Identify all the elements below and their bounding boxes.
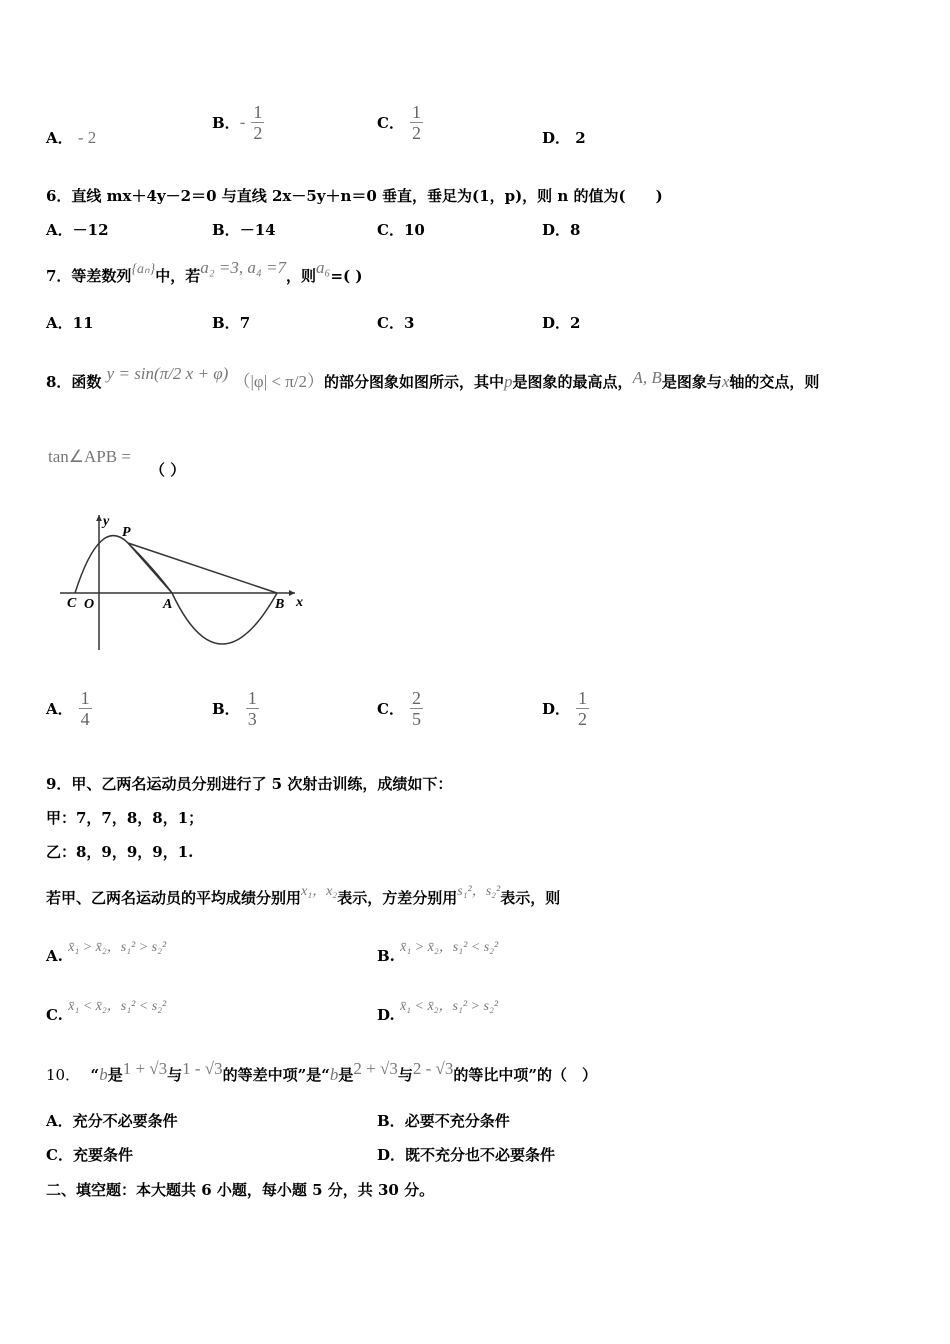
stem-text: 是图象与 (661, 373, 722, 391)
option-value: 2 (575, 129, 586, 147)
label-a: A (163, 597, 173, 612)
math-ab: A, B (632, 368, 662, 387)
q9-question (46, 884, 561, 910)
q6-stem: 6．直线 mx＋4y－2＝0 与直线 2x－5y＋n＝0 垂直，垂足为(1，p)，则 n 的值为( ) (46, 187, 663, 205)
stem-text: 是 (107, 1066, 123, 1084)
option-letter: A. (46, 947, 63, 965)
q7-stem (46, 258, 363, 288)
option-letter: A． (46, 129, 73, 147)
option-letter: C． (46, 1146, 73, 1164)
q5-option-a (46, 128, 96, 148)
stem-text: =( ) (330, 267, 363, 285)
stem-text: 的部分图象如图所示，其中 (324, 373, 505, 391)
option-value: x̄₁ < x̄₂，s₁² > s₂² (399, 999, 499, 1014)
denominator: 5 (411, 709, 421, 729)
denominator: 3 (247, 709, 257, 729)
q6-option-c (377, 220, 425, 240)
option-letter: D． (377, 1146, 406, 1164)
stem-text: 是图象的最高点， (512, 373, 633, 391)
option-value: x̄₁ < x̄₂，s₁² < s₂² (68, 999, 167, 1014)
stem-text: 轴的交点，则 (729, 373, 820, 391)
q8-option-b (212, 688, 259, 729)
option-letter: B． (212, 314, 240, 332)
option-letter: B． (212, 221, 240, 239)
option-letter: B. (377, 947, 395, 965)
q10-stem (46, 1059, 597, 1085)
option-letter: A． (46, 1112, 73, 1130)
section-heading: 二、填空题：本大题共 6 小题，每小题 5 分，共 30 分。 (46, 1181, 435, 1199)
fraction (410, 102, 423, 143)
math-expr: 1 + √3 (122, 1059, 168, 1078)
option-sign: - (239, 112, 246, 132)
option-letter: A． (46, 700, 73, 718)
option-value: 7 (239, 314, 251, 332)
denominator: 2 (253, 123, 263, 143)
q10-option-d (377, 1145, 555, 1165)
answer-paren: （ ） (150, 461, 186, 479)
option-letter: D． (542, 221, 571, 239)
math-variances: s₁²，s₂² (457, 884, 501, 899)
q8-option-d (542, 688, 589, 729)
math-expr: 1 - √3 (182, 1059, 223, 1078)
option-letter: B． (212, 114, 240, 132)
tan-apb: tan∠APB = (48, 447, 131, 466)
option-letter: D． (542, 129, 571, 147)
option-value: 8 (570, 221, 581, 239)
stem-text: 表示，则 (500, 889, 561, 907)
stem-text: 的等比中项”的（ ） (453, 1066, 597, 1084)
q7-option-b (212, 313, 250, 333)
q8-option-c (377, 688, 423, 729)
fraction (79, 688, 92, 729)
q9-yi-scores: 乙：8，9，9，9，1. (46, 843, 194, 861)
option-value: 3 (403, 314, 415, 332)
denominator: 2 (578, 709, 588, 729)
denominator: 2 (411, 123, 421, 143)
numerator: 2 (411, 688, 421, 708)
option-letter: C． (377, 221, 404, 239)
q9-jia-scores: 甲：7，7，8，8，1； (46, 809, 204, 827)
q10-option-c (46, 1145, 133, 1165)
sine-graph (55, 510, 305, 655)
q9-option-d (377, 999, 499, 1027)
q10-option-b (377, 1111, 510, 1131)
math-b: b (99, 1065, 108, 1084)
option-value: 10 (403, 221, 425, 239)
stem-text: “ (90, 1066, 100, 1084)
math-b: b (329, 1065, 339, 1084)
sine-curve (75, 536, 277, 644)
stem-text: 的等差中项”是“ (222, 1066, 330, 1084)
label-o: O (84, 597, 95, 612)
q8-option-a (46, 688, 92, 729)
option-letter: C. (46, 1006, 63, 1024)
stem-text: ，则 (286, 267, 317, 285)
q5-option-b (212, 102, 264, 143)
q9-option-b (377, 940, 499, 968)
numerator: 1 (578, 688, 588, 708)
stem-text: 与 (167, 1066, 183, 1084)
q6-option-d (542, 220, 580, 240)
math-expr: 2 - √3 (412, 1059, 454, 1078)
option-letter: C． (377, 700, 404, 718)
label-y: y (103, 514, 110, 529)
option-value: 必要不充分条件 (404, 1112, 510, 1130)
math-means: x₁，x₂ (301, 884, 338, 899)
numerator: 1 (80, 688, 90, 708)
q6-option-a (46, 220, 109, 240)
fraction (251, 102, 264, 143)
option-value: x̄₁ > x̄₂，s₁² > s₂² (68, 940, 167, 955)
label-b: B (275, 597, 285, 612)
stem-text: 7．等差数列 (46, 267, 132, 285)
stem-text: 与 (397, 1066, 413, 1084)
q5-option-c (377, 102, 423, 143)
q9-stem: 9．甲、乙两名运动员分别进行了 5 次射击训练，成绩如下： (46, 775, 453, 793)
option-value: 充分不必要条件 (72, 1112, 178, 1130)
option-letter: A． (46, 314, 73, 332)
q7-option-a (46, 313, 94, 333)
q5-option-d (542, 128, 586, 148)
q6-option-b (212, 220, 276, 240)
stem-text: 中，若 (155, 267, 201, 285)
denominator: 4 (80, 709, 90, 729)
stem-text: 是 (338, 1066, 354, 1084)
math-condition: a₂ =3, a₄ =7 (200, 258, 287, 277)
math-p: p (504, 372, 513, 391)
math-condition: （|φ| < π/2） (233, 372, 325, 391)
fraction (410, 688, 423, 729)
option-letter: A． (46, 221, 73, 239)
option-letter: C． (377, 314, 404, 332)
question-number: 10． (46, 1066, 81, 1084)
option-letter: D． (542, 700, 571, 718)
option-value: 2 (570, 314, 581, 332)
math-expr: 2 + √3 (353, 1059, 398, 1078)
stem-text: 8．函数 (46, 373, 102, 391)
numerator: 1 (247, 688, 257, 708)
q7-option-c (377, 313, 414, 333)
option-value: －14 (239, 221, 276, 239)
numerator: 1 (411, 102, 421, 122)
label-p: P (122, 525, 131, 540)
option-value: 11 (72, 314, 94, 332)
label-x: x (296, 595, 303, 610)
math-x: x (721, 372, 730, 391)
label-c: C (67, 596, 77, 611)
option-value: - 2 (77, 128, 97, 147)
option-letter: B． (377, 1112, 405, 1130)
option-value: 既不充分也不必要条件 (405, 1146, 556, 1164)
q10-option-a (46, 1111, 178, 1131)
option-value: －12 (72, 221, 109, 239)
option-value: 充要条件 (72, 1146, 133, 1164)
option-value: x̄₁ > x̄₂，s₁² < s₂² (400, 940, 499, 955)
option-letter: D． (542, 314, 571, 332)
math-term: a₆ (316, 258, 331, 277)
q8-stem (46, 364, 820, 392)
option-letter: B． (212, 700, 240, 718)
option-letter: C． (377, 114, 404, 132)
option-letter: D. (377, 1006, 395, 1024)
fraction (246, 688, 259, 729)
fraction (576, 688, 589, 729)
math-function: y = sin(π/2 x + φ) (106, 364, 229, 383)
q9-option-a (46, 940, 167, 968)
q9-option-c (46, 999, 167, 1027)
numerator: 1 (253, 102, 263, 122)
q7-option-d (542, 313, 580, 333)
stem-text: 表示，方差分别用 (337, 889, 458, 907)
math-sequence: {aₙ} (131, 262, 156, 277)
stem-text: 若甲、乙两名运动员的平均成绩分别用 (46, 889, 302, 907)
